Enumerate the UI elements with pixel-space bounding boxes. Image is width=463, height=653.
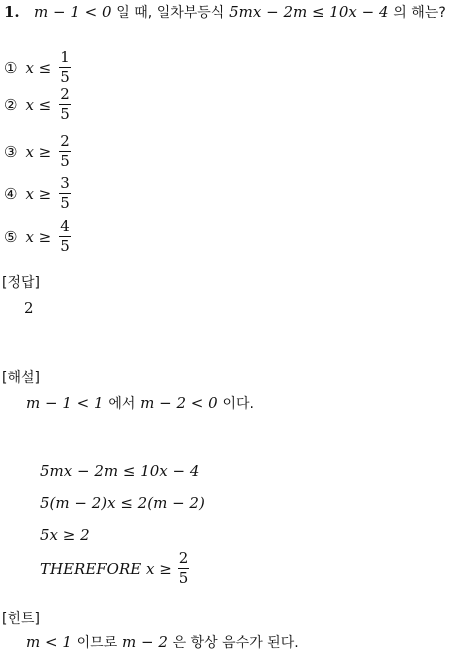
option-marker: ① xyxy=(4,58,18,77)
explanation-final xyxy=(40,551,189,586)
fraction-denominator: 5 xyxy=(60,194,70,212)
option-relation: x ≥ xyxy=(25,227,52,246)
option-4[interactable] xyxy=(4,176,71,211)
explanation-math-1: m − 1 < 1 xyxy=(26,394,104,412)
option-5[interactable] xyxy=(4,219,71,254)
option-fraction xyxy=(59,134,71,169)
question-line xyxy=(4,2,446,22)
option-marker: ④ xyxy=(4,184,18,203)
hint-math-2: m − 2 xyxy=(122,633,168,651)
explanation-final-prefix: THEREFORE x ≥ xyxy=(40,559,172,578)
option-fraction xyxy=(59,176,71,211)
fraction-denominator: 5 xyxy=(60,105,70,123)
option-relation: x ≤ xyxy=(25,58,52,77)
question-text-2: 의 해는? xyxy=(393,5,446,21)
hint-text-1: 이므로 xyxy=(76,635,118,651)
question-condition: m − 1 < 0 xyxy=(33,3,112,21)
explanation-text-1: 에서 xyxy=(108,396,136,412)
explanation-line xyxy=(26,393,254,413)
hint-line xyxy=(26,632,299,652)
fraction-denominator: 5 xyxy=(60,68,70,86)
hint-label: [힌트] xyxy=(2,611,40,627)
fraction-numerator: 2 xyxy=(178,549,189,567)
explanation-final-fraction xyxy=(178,551,190,586)
fraction-numerator: 1 xyxy=(60,48,70,66)
explanation-label: [해설] xyxy=(2,370,40,386)
answer-value: 2 xyxy=(24,299,34,317)
option-fraction xyxy=(59,50,71,85)
question-text-1: 일 때, 일차부등식 xyxy=(116,5,225,21)
option-marker: ③ xyxy=(4,142,18,161)
fraction-denominator: 5 xyxy=(178,569,189,587)
option-2[interactable] xyxy=(4,87,71,122)
option-marker: ⑤ xyxy=(4,227,18,246)
option-marker: ② xyxy=(4,95,18,114)
option-3[interactable] xyxy=(4,134,71,169)
question-number: 1. xyxy=(4,3,20,21)
fraction-denominator: 5 xyxy=(60,152,70,170)
option-relation: x ≥ xyxy=(25,142,52,161)
hint-text-2: 은 항상 음수가 된다. xyxy=(172,635,299,651)
answer-label: [정답] xyxy=(2,275,40,291)
explanation-math-2: m − 2 < 0 xyxy=(140,394,218,412)
question-inequality: 5mx − 2m ≤ 10x − 4 xyxy=(229,3,389,21)
fraction-numerator: 2 xyxy=(60,85,70,103)
fraction-numerator: 3 xyxy=(60,174,70,192)
option-relation: x ≤ xyxy=(25,95,52,114)
option-fraction xyxy=(59,87,71,122)
option-1[interactable] xyxy=(4,50,71,85)
fraction-numerator: 4 xyxy=(60,217,70,235)
explanation-step-1: 5mx − 2m ≤ 10x − 4 xyxy=(40,462,200,480)
explanation-step-3: 5x ≥ 2 xyxy=(40,526,90,544)
explanation-step-2: 5(m − 2)x ≤ 2(m − 2) xyxy=(40,494,205,512)
option-relation: x ≥ xyxy=(25,184,52,203)
explanation-text-2: 이다. xyxy=(222,396,254,412)
fraction-denominator: 5 xyxy=(60,237,70,255)
fraction-numerator: 2 xyxy=(60,132,70,150)
hint-math-1: m < 1 xyxy=(26,633,72,651)
option-fraction xyxy=(59,219,71,254)
